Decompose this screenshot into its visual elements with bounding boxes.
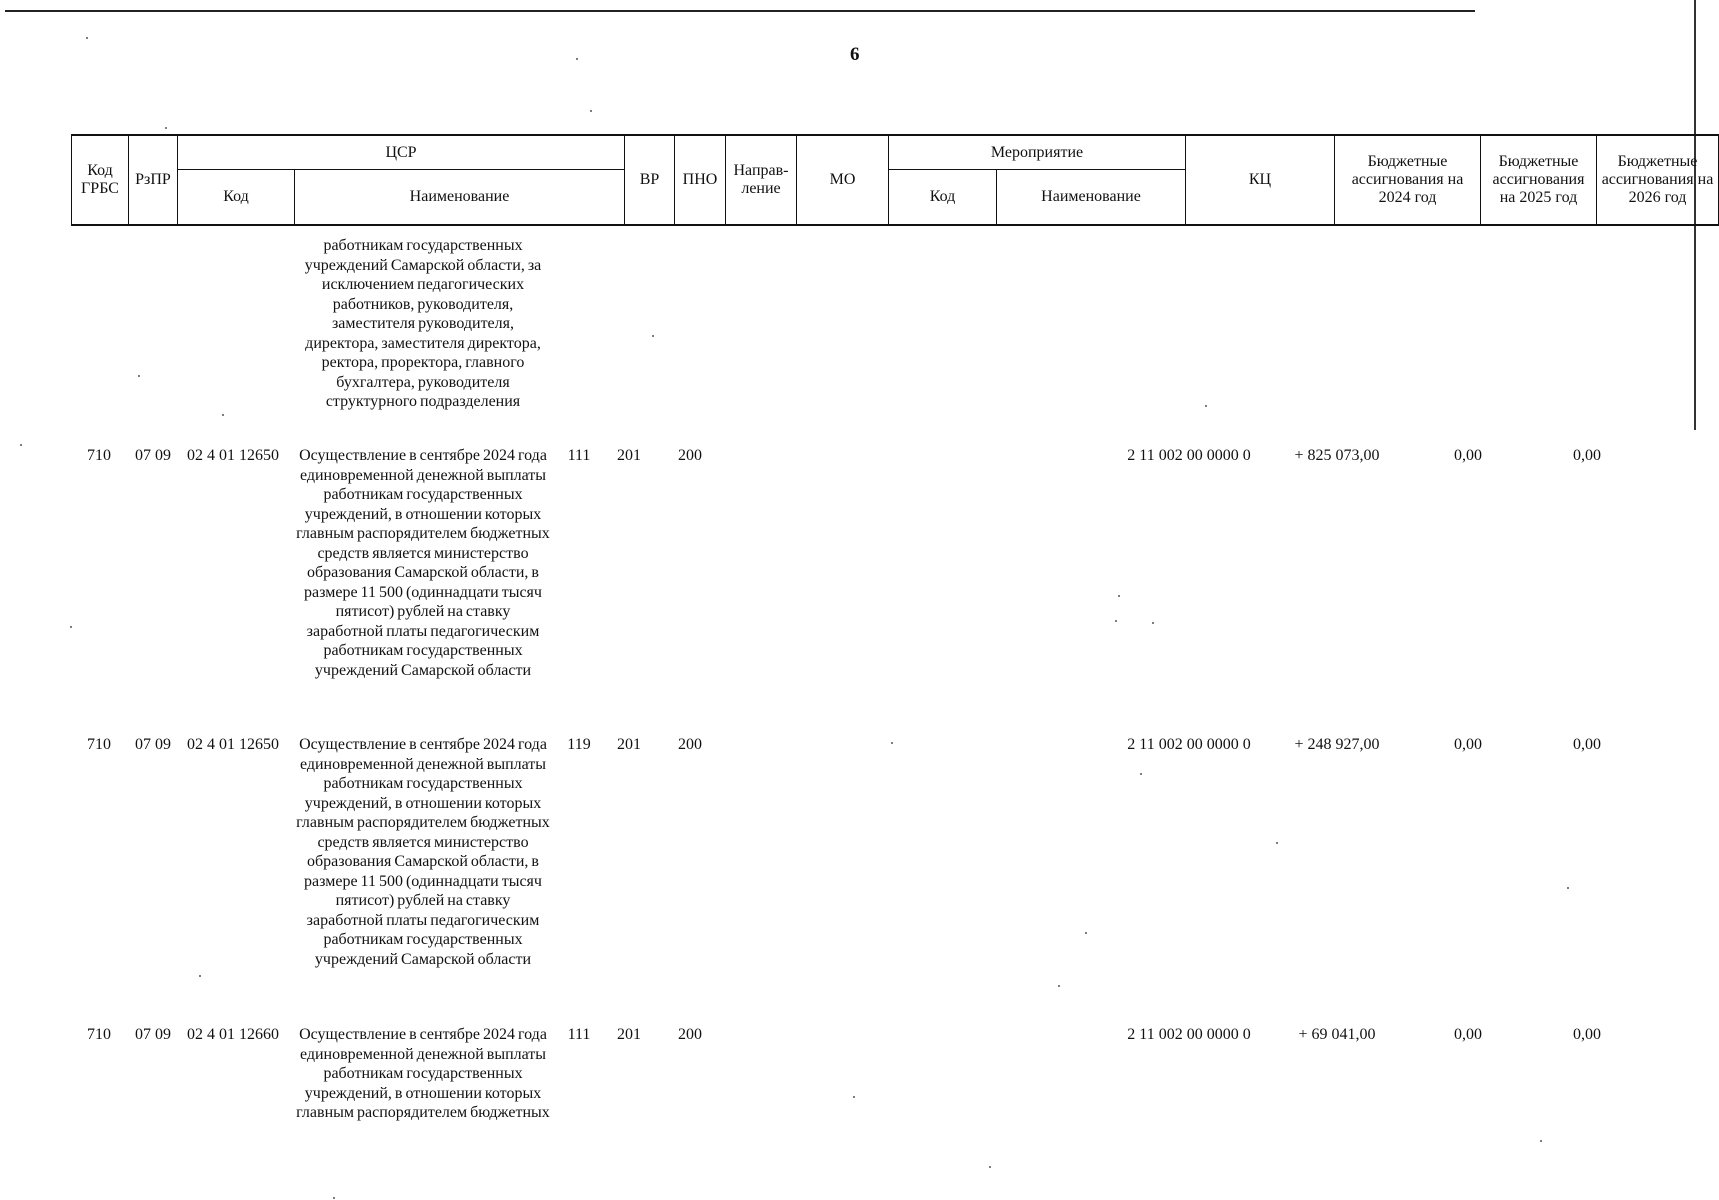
row-kc: 2 11 002 00 0000 0 [1127,447,1251,464]
row-rzpr: 07 09 [135,447,171,464]
row-pno: 201 [617,447,641,464]
scan-speck [20,444,22,446]
scan-speck [333,1197,335,1199]
scan-speck [199,975,201,977]
row-napravlenie: 200 [678,447,702,464]
header-mer-kod: Код [888,169,997,226]
scan-speck [1567,887,1569,889]
scan-speck [70,626,72,628]
header-meropriyatie: Мероприятие [888,134,1186,170]
header-budget-2025: Бюджетные ассигнования на 2025 год [1480,134,1597,226]
header-budget-2026: Бюджетные ассигнования на 2026 год [1596,134,1719,226]
row-csr-code: 02 4 01 12650 [187,447,279,464]
header-vr: ВР [624,134,675,226]
header-csr: ЦСР [177,134,625,170]
row-name: Осуществление в сентябре 2024 года единовременной денежной выплаты работникам государственных учреждений, в отношении которых главным распорядителем бюджетных [296,1026,550,1121]
row-budget-2025: 0,00 [1454,1026,1482,1043]
row-budget-2026: 0,00 [1573,1026,1601,1043]
scan-speck [1140,773,1142,775]
scan-speck [1276,842,1278,844]
header-csr-name: Наименование [294,169,625,226]
scan-speck [165,127,167,129]
scan-speck [1058,985,1060,987]
header-kod-grbs: Код ГРБС [71,134,129,226]
header-rzpr: РзПР [128,134,178,226]
scan-speck [989,1166,991,1168]
scan-speck [576,58,578,60]
scan-speck [1118,595,1120,597]
header-napravlenie: Направ-ление [725,134,797,226]
row-name: Осуществление в сентябре 2024 года единовременной денежной выплаты работникам государственных учреждений, в отношении которых главным распорядителем бюджетных средств является министерство образования Самарской области, в размере 11 500 (одиннадцати тысяч пятисот) рублей на ставку заработной платы педагогическим работникам государственных учреждений Самарской области [296,736,550,968]
scan-speck [1152,622,1154,624]
page-number: 6 [850,44,860,65]
row-name: Осуществление в сентябре 2024 года единовременной денежной выплаты работникам государственных учреждений, в отношении которых главным распорядителем бюджетных средств является министерство образования Самарской области, в размере 11 500 (одиннадцати тысяч пятисот) рублей на ставку заработной платы педагогическим работникам государственных учреждений Самарской области [296,447,550,679]
row-pno: 201 [617,1026,641,1043]
row-napravlenie: 200 [678,736,702,753]
scan-speck [1540,1140,1542,1142]
scan-speck [138,375,140,377]
top-rule [5,10,1475,12]
scan-speck [853,1096,855,1098]
scan-speck [86,37,88,39]
row-napravlenie: 200 [678,1026,702,1043]
scan-speck [891,742,893,744]
scan-speck [652,335,654,337]
table-header [71,134,1714,226]
row-budget-2025: 0,00 [1454,447,1482,464]
row-grbs: 710 [87,736,111,753]
header-csr-kod: Код [177,169,295,226]
row-budget-2024: + 69 041,00 [1298,1026,1376,1043]
row-vr: 111 [567,1026,591,1043]
row-csr-code: 02 4 01 12660 [187,1026,279,1043]
scan-speck [1205,405,1207,407]
row-budget-2026: 0,00 [1573,447,1601,464]
row-vr: 119 [567,736,591,753]
scan-speck [1085,932,1087,934]
row-rzpr: 07 09 [135,736,171,753]
row-csr-code: 02 4 01 12650 [187,736,279,753]
header-mo: МО [796,134,889,226]
row-kc: 2 11 002 00 0000 0 [1127,736,1251,753]
row-vr: 111 [567,447,591,464]
header-mer-name: Наименование [996,169,1186,226]
continuation-name: работникам государственных учреждений Самарской области, за исключением педагогических работников, руководителя, заместителя руководителя, директора, заместителя директора, ректора, проректора, главного бухгалтера, руководителя структурного подразделения [304,237,542,410]
row-budget-2024: + 248 927,00 [1294,736,1380,753]
row-budget-2025: 0,00 [1454,736,1482,753]
row-pno: 201 [617,736,641,753]
scan-speck [1115,620,1117,622]
header-budget-2024: Бюджетные ассигнования на 2024 год [1334,134,1481,226]
row-grbs: 710 [87,447,111,464]
scan-speck [590,110,592,112]
scan-speck [222,414,224,416]
row-grbs: 710 [87,1026,111,1043]
row-kc: 2 11 002 00 0000 0 [1127,1026,1251,1043]
header-pno: ПНО [674,134,726,226]
row-rzpr: 07 09 [135,1026,171,1043]
header-kc: КЦ [1185,134,1335,226]
row-budget-2024: + 825 073,00 [1294,447,1380,464]
row-budget-2026: 0,00 [1573,736,1601,753]
